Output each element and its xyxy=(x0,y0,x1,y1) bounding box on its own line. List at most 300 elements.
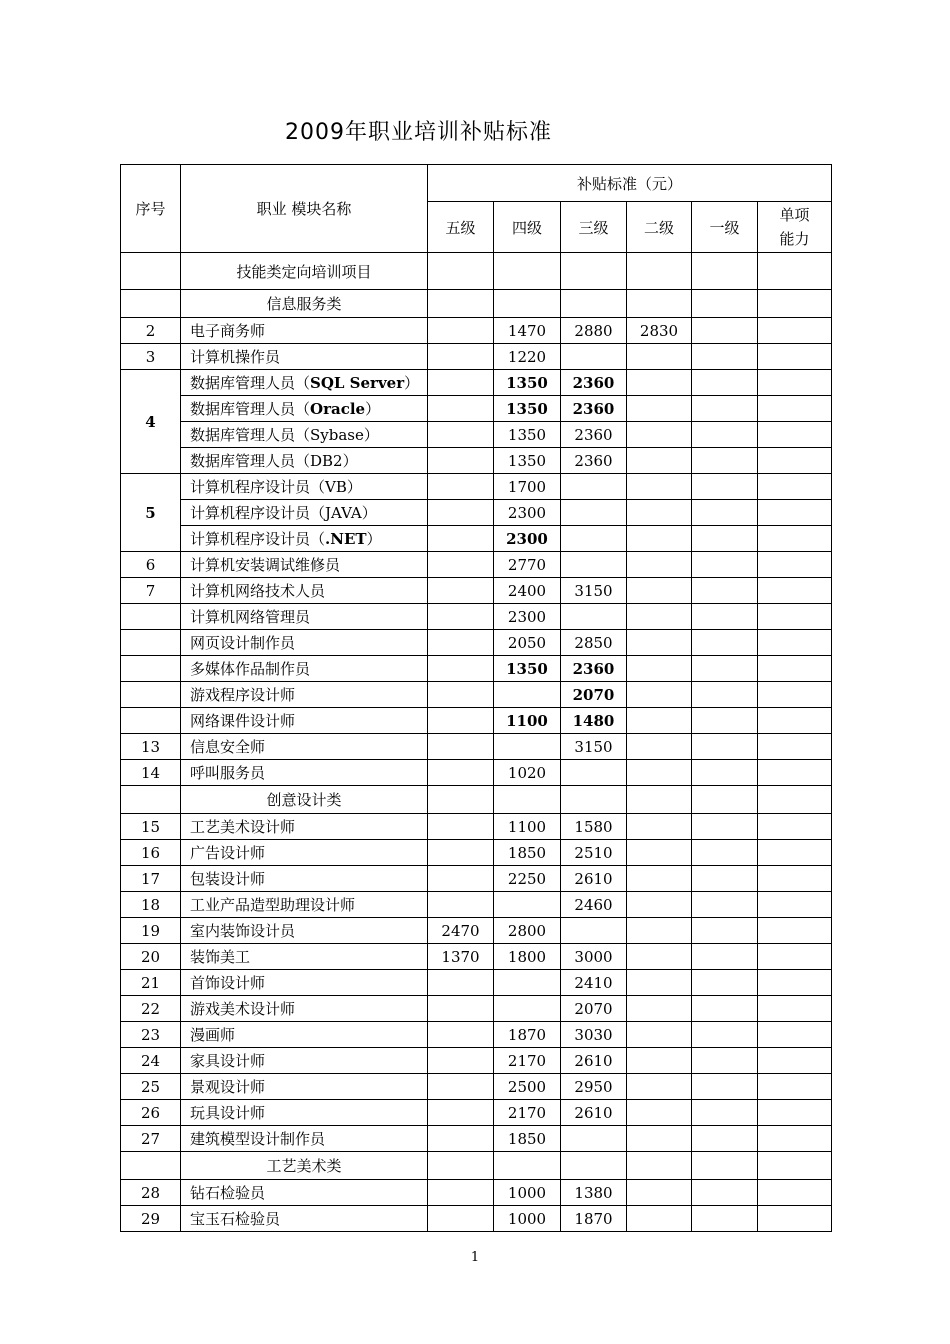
occupation-cell: 工艺美术设计师 xyxy=(181,814,428,840)
level-three-cell: 3030 xyxy=(561,1022,627,1048)
level-one-cell xyxy=(692,526,758,552)
table-row xyxy=(121,996,832,1022)
level-four-cell: 1470 xyxy=(494,318,561,344)
section-row xyxy=(121,1152,832,1180)
level-five-cell xyxy=(428,996,494,1022)
level-four-cell: 1100 xyxy=(494,814,561,840)
seq-cell xyxy=(121,290,181,318)
level-one-cell xyxy=(692,1100,758,1126)
table-row xyxy=(121,526,832,552)
level-single-cell xyxy=(758,1126,832,1152)
level-two-cell xyxy=(627,578,692,604)
level-four-cell: 1000 xyxy=(494,1180,561,1206)
seq-cell: 29 xyxy=(121,1206,181,1232)
level-three-cell: 2850 xyxy=(561,630,627,656)
level-one-cell xyxy=(692,1180,758,1206)
table-row xyxy=(121,1126,832,1152)
level-single-cell xyxy=(758,500,832,526)
level-three-cell: 1870 xyxy=(561,1206,627,1232)
level-five-cell xyxy=(428,840,494,866)
level-one-cell xyxy=(692,604,758,630)
seq-cell: 16 xyxy=(121,840,181,866)
level-two-cell xyxy=(627,656,692,682)
level-single-cell xyxy=(758,656,832,682)
level-five-cell xyxy=(428,422,494,448)
level-one-cell xyxy=(692,760,758,786)
table-row xyxy=(121,944,832,970)
seq-cell: 27 xyxy=(121,1126,181,1152)
level-one-cell xyxy=(692,866,758,892)
empty-cell xyxy=(758,786,832,814)
occupation-cell: 计算机程序设计员（VB） xyxy=(181,474,428,500)
section-label: 技能类定向培训项目 xyxy=(181,253,428,290)
level-four-cell: 2300 xyxy=(494,526,561,552)
level-four-cell: 1870 xyxy=(494,1022,561,1048)
seq-cell xyxy=(121,708,181,734)
level-one-cell xyxy=(692,840,758,866)
header-level-4: 四级 xyxy=(494,202,561,253)
level-four-cell: 2050 xyxy=(494,630,561,656)
table-row xyxy=(121,708,832,734)
level-one-cell xyxy=(692,422,758,448)
empty-cell xyxy=(692,253,758,290)
level-two-cell xyxy=(627,970,692,996)
table-row xyxy=(121,578,832,604)
empty-cell xyxy=(692,290,758,318)
table-row xyxy=(121,552,832,578)
table-row xyxy=(121,422,832,448)
level-two-cell xyxy=(627,604,692,630)
level-one-cell xyxy=(692,500,758,526)
seq-cell: 3 xyxy=(121,344,181,370)
level-single-cell xyxy=(758,760,832,786)
level-three-cell: 2610 xyxy=(561,1100,627,1126)
level-single-cell xyxy=(758,1022,832,1048)
level-two-cell xyxy=(627,370,692,396)
level-four-cell xyxy=(494,970,561,996)
level-three-cell: 2360 xyxy=(561,448,627,474)
level-three-cell xyxy=(561,500,627,526)
empty-cell xyxy=(428,290,494,318)
seq-cell: 7 xyxy=(121,578,181,604)
level-five-cell xyxy=(428,552,494,578)
seq-cell: 23 xyxy=(121,1022,181,1048)
seq-cell: 5 xyxy=(121,474,181,552)
level-single-cell xyxy=(758,1048,832,1074)
seq-cell: 26 xyxy=(121,1100,181,1126)
level-three-cell: 2410 xyxy=(561,970,627,996)
occupation-cell: 计算机安装调试维修员 xyxy=(181,552,428,578)
occupation-cell: 网络课件设计师 xyxy=(181,708,428,734)
level-two-cell xyxy=(627,866,692,892)
level-one-cell xyxy=(692,318,758,344)
level-four-cell: 1220 xyxy=(494,344,561,370)
level-four-cell: 1000 xyxy=(494,1206,561,1232)
level-single-cell xyxy=(758,866,832,892)
level-one-cell xyxy=(692,1022,758,1048)
seq-cell: 4 xyxy=(121,370,181,474)
occupation-cell: 游戏程序设计师 xyxy=(181,682,428,708)
empty-cell xyxy=(494,290,561,318)
level-single-cell xyxy=(758,1100,832,1126)
level-five-cell xyxy=(428,1206,494,1232)
level-four-cell: 2170 xyxy=(494,1100,561,1126)
table-row xyxy=(121,344,832,370)
level-one-cell xyxy=(692,1048,758,1074)
level-four-cell: 1350 xyxy=(494,370,561,396)
occupation-cell: 呼叫服务员 xyxy=(181,760,428,786)
occupation-cell: 装饰美工 xyxy=(181,944,428,970)
level-three-cell xyxy=(561,344,627,370)
level-one-cell xyxy=(692,734,758,760)
level-two-cell xyxy=(627,734,692,760)
level-two-cell xyxy=(627,526,692,552)
level-five-cell: 1370 xyxy=(428,944,494,970)
table-row xyxy=(121,1100,832,1126)
level-four-cell: 2170 xyxy=(494,1048,561,1074)
level-two-cell: 2830 xyxy=(627,318,692,344)
level-five-cell xyxy=(428,734,494,760)
level-one-cell xyxy=(692,344,758,370)
level-single-cell xyxy=(758,734,832,760)
empty-cell xyxy=(428,1152,494,1180)
level-single-cell xyxy=(758,996,832,1022)
section-row xyxy=(121,253,832,290)
seq-cell: 19 xyxy=(121,918,181,944)
level-four-cell: 2770 xyxy=(494,552,561,578)
occupation-cell: 数据库管理人员（DB2） xyxy=(181,448,428,474)
level-one-cell xyxy=(692,474,758,500)
table-row xyxy=(121,814,832,840)
level-two-cell xyxy=(627,552,692,578)
level-three-cell: 1380 xyxy=(561,1180,627,1206)
seq-cell xyxy=(121,656,181,682)
level-single-cell xyxy=(758,918,832,944)
seq-cell xyxy=(121,253,181,290)
level-two-cell xyxy=(627,422,692,448)
level-four-cell xyxy=(494,892,561,918)
section-row xyxy=(121,786,832,814)
level-single-cell xyxy=(758,1206,832,1232)
level-four-cell: 2300 xyxy=(494,604,561,630)
level-two-cell xyxy=(627,474,692,500)
seq-cell: 21 xyxy=(121,970,181,996)
empty-cell xyxy=(561,1152,627,1180)
occupation-cell: 建筑模型设计制作员 xyxy=(181,1126,428,1152)
table-row xyxy=(121,474,832,500)
level-two-cell xyxy=(627,996,692,1022)
level-two-cell xyxy=(627,344,692,370)
occupation-cell: 景观设计师 xyxy=(181,1074,428,1100)
seq-cell xyxy=(121,630,181,656)
level-five-cell xyxy=(428,526,494,552)
level-two-cell xyxy=(627,1126,692,1152)
level-five-cell xyxy=(428,1180,494,1206)
level-single-cell xyxy=(758,552,832,578)
level-four-cell: 2800 xyxy=(494,918,561,944)
level-single-cell xyxy=(758,708,832,734)
level-one-cell xyxy=(692,656,758,682)
level-five-cell xyxy=(428,892,494,918)
seq-cell: 25 xyxy=(121,1074,181,1100)
table-row xyxy=(121,918,832,944)
level-four-cell xyxy=(494,734,561,760)
seq-cell: 18 xyxy=(121,892,181,918)
level-one-cell xyxy=(692,1206,758,1232)
seq-cell: 15 xyxy=(121,814,181,840)
table-row xyxy=(121,682,832,708)
level-single-cell xyxy=(758,892,832,918)
page-title: 2009年职业培训补贴标准 xyxy=(285,120,552,145)
level-five-cell xyxy=(428,630,494,656)
level-three-cell: 2950 xyxy=(561,1074,627,1100)
level-two-cell xyxy=(627,500,692,526)
level-single-cell xyxy=(758,1074,832,1100)
occupation-cell: 数据库管理人员（Sybase） xyxy=(181,422,428,448)
section-label: 工艺美术类 xyxy=(181,1152,428,1180)
level-one-cell xyxy=(692,1126,758,1152)
level-two-cell xyxy=(627,1180,692,1206)
table-body xyxy=(121,253,832,1232)
level-one-cell xyxy=(692,918,758,944)
empty-cell xyxy=(494,253,561,290)
table-row xyxy=(121,500,832,526)
occupation-cell: 玩具设计师 xyxy=(181,1100,428,1126)
empty-cell xyxy=(428,253,494,290)
level-two-cell xyxy=(627,630,692,656)
occupation-cell: 网页设计制作员 xyxy=(181,630,428,656)
level-four-cell: 2300 xyxy=(494,500,561,526)
occupation-cell: 多媒体作品制作员 xyxy=(181,656,428,682)
level-four-cell: 1350 xyxy=(494,396,561,422)
header-level-1: 一级 xyxy=(692,202,758,253)
empty-cell xyxy=(494,1152,561,1180)
level-single-cell xyxy=(758,970,832,996)
level-five-cell xyxy=(428,318,494,344)
occupation-cell: 计算机操作员 xyxy=(181,344,428,370)
level-three-cell: 2070 xyxy=(561,682,627,708)
level-single-cell xyxy=(758,370,832,396)
header-occupation: 职业 模块名称 xyxy=(181,165,428,253)
occupation-cell: 计算机网络管理员 xyxy=(181,604,428,630)
level-three-cell xyxy=(561,1126,627,1152)
seq-cell: 24 xyxy=(121,1048,181,1074)
table-row xyxy=(121,734,832,760)
empty-cell xyxy=(627,253,692,290)
table-row xyxy=(121,840,832,866)
level-three-cell xyxy=(561,474,627,500)
level-two-cell xyxy=(627,396,692,422)
level-four-cell: 1350 xyxy=(494,422,561,448)
table-row xyxy=(121,1180,832,1206)
empty-cell xyxy=(561,290,627,318)
level-five-cell xyxy=(428,1022,494,1048)
section-label: 创意设计类 xyxy=(181,786,428,814)
level-single-cell xyxy=(758,422,832,448)
seq-cell: 14 xyxy=(121,760,181,786)
empty-cell xyxy=(627,786,692,814)
level-one-cell xyxy=(692,630,758,656)
page-number: 1 xyxy=(470,1250,480,1265)
level-four-cell: 1100 xyxy=(494,708,561,734)
level-three-cell: 2360 xyxy=(561,656,627,682)
occupation-cell: 家具设计师 xyxy=(181,1048,428,1074)
occupation-cell: 电子商务师 xyxy=(181,318,428,344)
level-four-cell: 1800 xyxy=(494,944,561,970)
level-one-cell xyxy=(692,970,758,996)
level-two-cell xyxy=(627,892,692,918)
level-four-cell: 1020 xyxy=(494,760,561,786)
table-row xyxy=(121,1074,832,1100)
level-two-cell xyxy=(627,918,692,944)
level-five-cell xyxy=(428,970,494,996)
empty-cell xyxy=(627,290,692,318)
level-five-cell xyxy=(428,448,494,474)
level-two-cell xyxy=(627,1048,692,1074)
level-two-cell xyxy=(627,1100,692,1126)
level-three-cell: 2880 xyxy=(561,318,627,344)
level-one-cell xyxy=(692,370,758,396)
header-seq: 序号 xyxy=(121,165,181,253)
level-five-cell xyxy=(428,1048,494,1074)
level-single-cell xyxy=(758,344,832,370)
table-row xyxy=(121,1022,832,1048)
occupation-cell: 计算机网络技术人员 xyxy=(181,578,428,604)
level-three-cell: 2610 xyxy=(561,866,627,892)
level-three-cell: 2360 xyxy=(561,370,627,396)
empty-cell xyxy=(692,786,758,814)
level-two-cell xyxy=(627,1022,692,1048)
level-three-cell xyxy=(561,604,627,630)
level-one-cell xyxy=(692,1074,758,1100)
level-four-cell: 2250 xyxy=(494,866,561,892)
level-single-cell xyxy=(758,840,832,866)
occupation-cell: 宝玉石检验员 xyxy=(181,1206,428,1232)
level-three-cell: 2360 xyxy=(561,396,627,422)
level-two-cell xyxy=(627,944,692,970)
level-single-cell xyxy=(758,682,832,708)
level-three-cell: 3150 xyxy=(561,578,627,604)
level-five-cell xyxy=(428,604,494,630)
level-one-cell xyxy=(692,682,758,708)
empty-cell xyxy=(692,1152,758,1180)
level-five-cell xyxy=(428,396,494,422)
table-row xyxy=(121,1048,832,1074)
seq-cell: 20 xyxy=(121,944,181,970)
empty-cell xyxy=(758,290,832,318)
level-five-cell xyxy=(428,578,494,604)
level-five-cell xyxy=(428,1074,494,1100)
table-row xyxy=(121,396,832,422)
level-one-cell xyxy=(692,996,758,1022)
level-five-cell xyxy=(428,1126,494,1152)
level-five-cell xyxy=(428,682,494,708)
level-three-cell xyxy=(561,760,627,786)
empty-cell xyxy=(561,253,627,290)
empty-cell xyxy=(758,1152,832,1180)
table-row xyxy=(121,866,832,892)
subsidy-table xyxy=(120,164,832,1232)
section-label: 信息服务类 xyxy=(181,290,428,318)
table-row xyxy=(121,370,832,396)
table-row xyxy=(121,630,832,656)
level-one-cell xyxy=(692,814,758,840)
section-row xyxy=(121,290,832,318)
occupation-cell: 钻石检验员 xyxy=(181,1180,428,1206)
level-one-cell xyxy=(692,944,758,970)
level-two-cell xyxy=(627,1074,692,1100)
level-single-cell xyxy=(758,604,832,630)
seq-cell xyxy=(121,1152,181,1180)
level-single-cell xyxy=(758,474,832,500)
level-two-cell xyxy=(627,760,692,786)
level-two-cell xyxy=(627,708,692,734)
occupation-cell: 包装设计师 xyxy=(181,866,428,892)
occupation-cell: 室内装饰设计员 xyxy=(181,918,428,944)
seq-cell xyxy=(121,604,181,630)
empty-cell xyxy=(494,786,561,814)
level-single-cell xyxy=(758,396,832,422)
occupation-cell: 计算机程序设计员（.NET） xyxy=(181,526,428,552)
occupation-cell: 游戏美术设计师 xyxy=(181,996,428,1022)
level-five-cell xyxy=(428,344,494,370)
level-one-cell xyxy=(692,708,758,734)
table-row xyxy=(121,318,832,344)
level-three-cell: 1480 xyxy=(561,708,627,734)
level-single-cell xyxy=(758,526,832,552)
level-five-cell xyxy=(428,866,494,892)
level-three-cell: 3150 xyxy=(561,734,627,760)
level-three-cell: 1580 xyxy=(561,814,627,840)
occupation-cell: 信息安全师 xyxy=(181,734,428,760)
empty-cell xyxy=(758,253,832,290)
level-five-cell xyxy=(428,474,494,500)
level-two-cell xyxy=(627,682,692,708)
header-level-2: 二级 xyxy=(627,202,692,253)
level-four-cell: 2500 xyxy=(494,1074,561,1100)
occupation-cell: 计算机程序设计员（JAVA） xyxy=(181,500,428,526)
table-row xyxy=(121,656,832,682)
level-single-cell xyxy=(758,1180,832,1206)
level-three-cell: 2610 xyxy=(561,1048,627,1074)
empty-cell xyxy=(561,786,627,814)
level-one-cell xyxy=(692,578,758,604)
table-row xyxy=(121,892,832,918)
occupation-cell: 工业产品造型助理设计师 xyxy=(181,892,428,918)
level-three-cell: 2460 xyxy=(561,892,627,918)
seq-cell: 22 xyxy=(121,996,181,1022)
level-single-cell xyxy=(758,578,832,604)
level-one-cell xyxy=(692,892,758,918)
level-four-cell: 1850 xyxy=(494,1126,561,1152)
table-row xyxy=(121,604,832,630)
level-four-cell: 1850 xyxy=(494,840,561,866)
table-row xyxy=(121,760,832,786)
seq-cell xyxy=(121,682,181,708)
level-five-cell xyxy=(428,656,494,682)
level-three-cell: 2510 xyxy=(561,840,627,866)
seq-cell xyxy=(121,786,181,814)
level-four-cell: 2400 xyxy=(494,578,561,604)
level-single-cell xyxy=(758,318,832,344)
header-subsidy: 补贴标准（元） xyxy=(428,165,832,202)
level-two-cell xyxy=(627,448,692,474)
header-level-3: 三级 xyxy=(561,202,627,253)
level-single-cell xyxy=(758,814,832,840)
level-three-cell xyxy=(561,526,627,552)
level-single-cell xyxy=(758,944,832,970)
level-one-cell xyxy=(692,448,758,474)
